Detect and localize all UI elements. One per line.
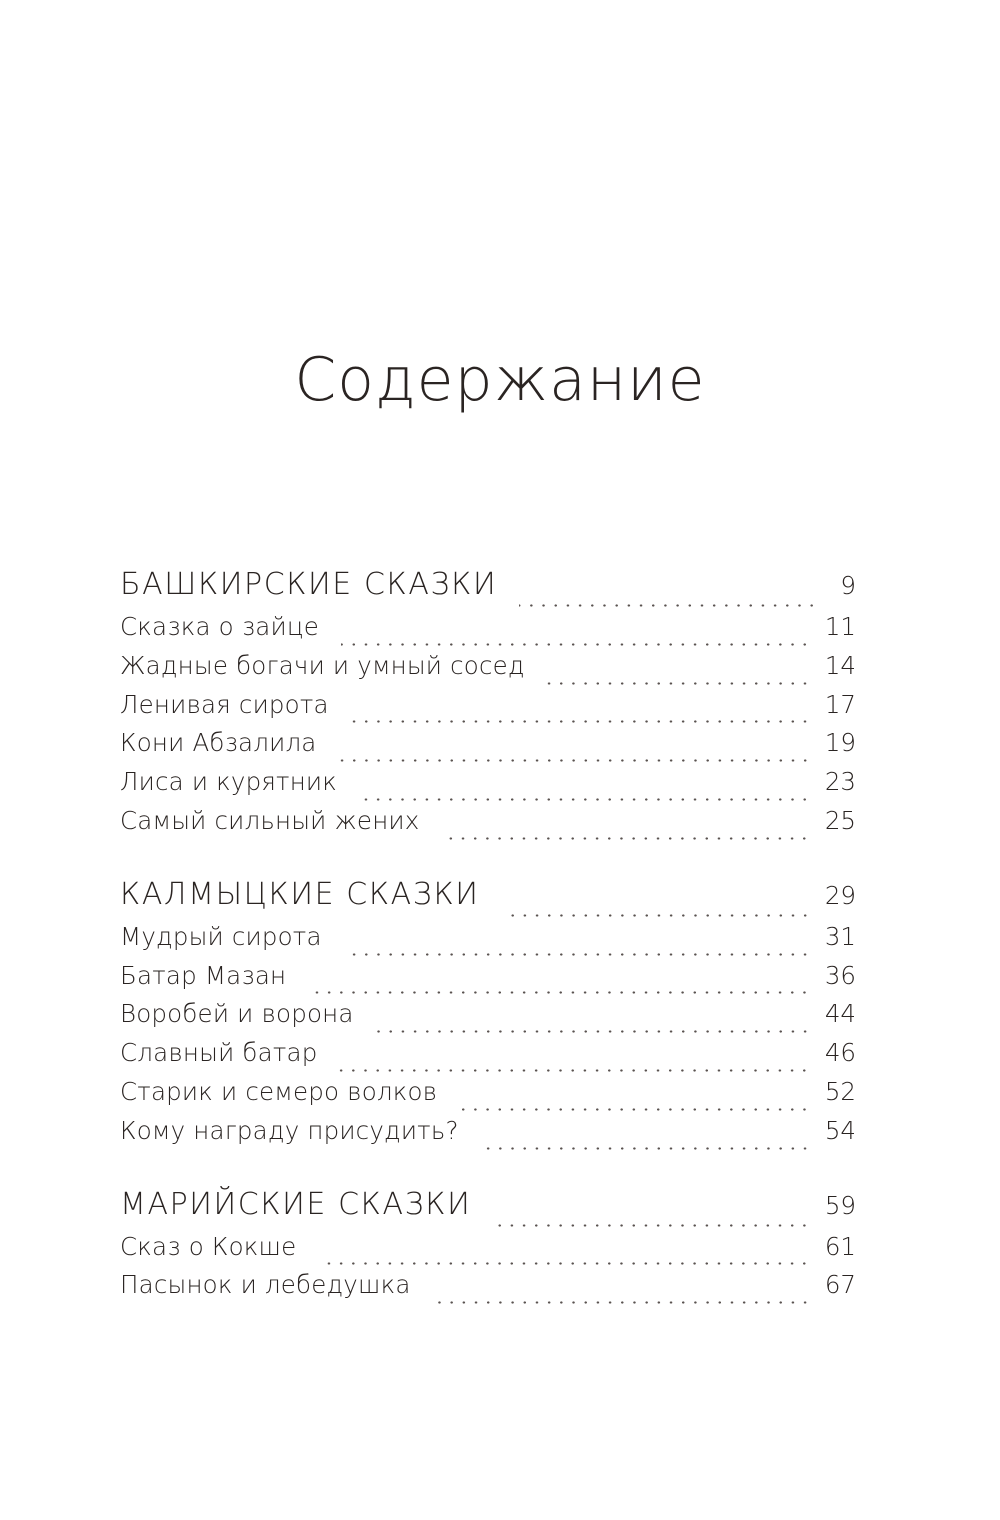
- page-number: 61: [824, 1231, 856, 1261]
- toc-entry[interactable]: [120, 1270, 856, 1309]
- dot-leader: [359, 798, 811, 801]
- page-number: 67: [824, 1270, 856, 1300]
- entry-title: Славный батар: [120, 1038, 318, 1068]
- page-number: 52: [824, 1076, 856, 1106]
- page-number: 59: [824, 1190, 856, 1220]
- dot-leader: [351, 720, 811, 723]
- toc-entry[interactable]: [120, 1116, 856, 1155]
- toc-section-heading[interactable]: [120, 1187, 856, 1232]
- dot-leader: [459, 1108, 811, 1111]
- toc-entry[interactable]: [120, 1038, 856, 1077]
- toc-entry[interactable]: [120, 999, 856, 1038]
- page-number: 44: [824, 999, 856, 1029]
- toc-section-heading[interactable]: [120, 877, 856, 922]
- page-number: 31: [824, 921, 856, 951]
- dot-leader: [547, 682, 811, 685]
- dot-leader: [318, 1262, 810, 1265]
- toc-entry[interactable]: [120, 767, 856, 806]
- entry-title: Лиса и курятник: [120, 767, 338, 797]
- dot-leader: [339, 759, 811, 762]
- toc-section-kalmyk: [120, 877, 856, 1155]
- entry-title: Кому награду присудить?: [120, 1115, 459, 1145]
- section-title: МАРИЙСКИЕ СКАЗКИ: [120, 1186, 472, 1222]
- page-number: 17: [824, 689, 856, 719]
- dot-leader: [308, 991, 811, 994]
- page-number: 36: [824, 960, 856, 990]
- page-number: 25: [824, 805, 856, 835]
- toc-entry[interactable]: [120, 806, 856, 845]
- toc-entry[interactable]: [120, 612, 856, 651]
- entry-title: Ленивая сирота: [120, 689, 329, 719]
- dot-leader: [376, 1030, 811, 1033]
- toc-entry[interactable]: [120, 651, 856, 690]
- toc-entry[interactable]: [120, 1077, 856, 1116]
- page-number: 54: [824, 1115, 856, 1145]
- dot-leader: [339, 1069, 810, 1072]
- dot-leader: [481, 1147, 811, 1150]
- dot-leader: [493, 1224, 810, 1227]
- entry-title: Воробей и ворона: [120, 999, 354, 1029]
- dot-leader: [502, 914, 811, 917]
- page-number: 19: [824, 728, 856, 758]
- dot-leader: [341, 643, 811, 646]
- entry-title: Сказ о Кокше: [120, 1231, 297, 1261]
- entry-title: Мудрый сирота: [120, 921, 322, 951]
- dot-leader: [344, 953, 811, 956]
- page-number: 23: [824, 767, 856, 797]
- page-title: Содержание: [294, 345, 706, 415]
- entry-title: Старик и семеро волков: [120, 1076, 438, 1106]
- entry-title: Батар Мазан: [120, 960, 287, 990]
- toc-section-mari: [120, 1187, 856, 1310]
- entry-title: Самый сильный жених: [120, 805, 420, 835]
- entry-title: Кони Абзалила: [120, 728, 317, 758]
- toc-section-heading[interactable]: [120, 567, 856, 612]
- toc-entry[interactable]: [120, 961, 856, 1000]
- dot-leader: [519, 604, 818, 607]
- entry-title: Сказка о зайце: [120, 612, 319, 641]
- page-number: 46: [824, 1038, 856, 1068]
- page-number: 14: [824, 650, 856, 680]
- toc-entry[interactable]: [120, 922, 856, 961]
- entry-title: Жадные богачи и умный сосед: [120, 650, 525, 680]
- dot-leader: [433, 1301, 811, 1304]
- toc-entry[interactable]: [120, 728, 856, 767]
- toc-section-bashkir: [120, 567, 856, 845]
- entry-title: Пасынок и лебедушка: [120, 1270, 411, 1300]
- dot-leader: [441, 837, 810, 840]
- toc-entry[interactable]: [120, 690, 856, 729]
- page-number: 9: [840, 571, 856, 600]
- section-title: БАШКИРСКИЕ СКАЗКИ: [120, 567, 498, 602]
- section-title: КАЛМЫЦКИЕ СКАЗКИ: [120, 876, 480, 912]
- page-number: 29: [824, 880, 856, 910]
- page-number: 11: [824, 612, 856, 641]
- table-of-contents: [120, 567, 856, 1309]
- toc-entry[interactable]: [120, 1232, 856, 1271]
